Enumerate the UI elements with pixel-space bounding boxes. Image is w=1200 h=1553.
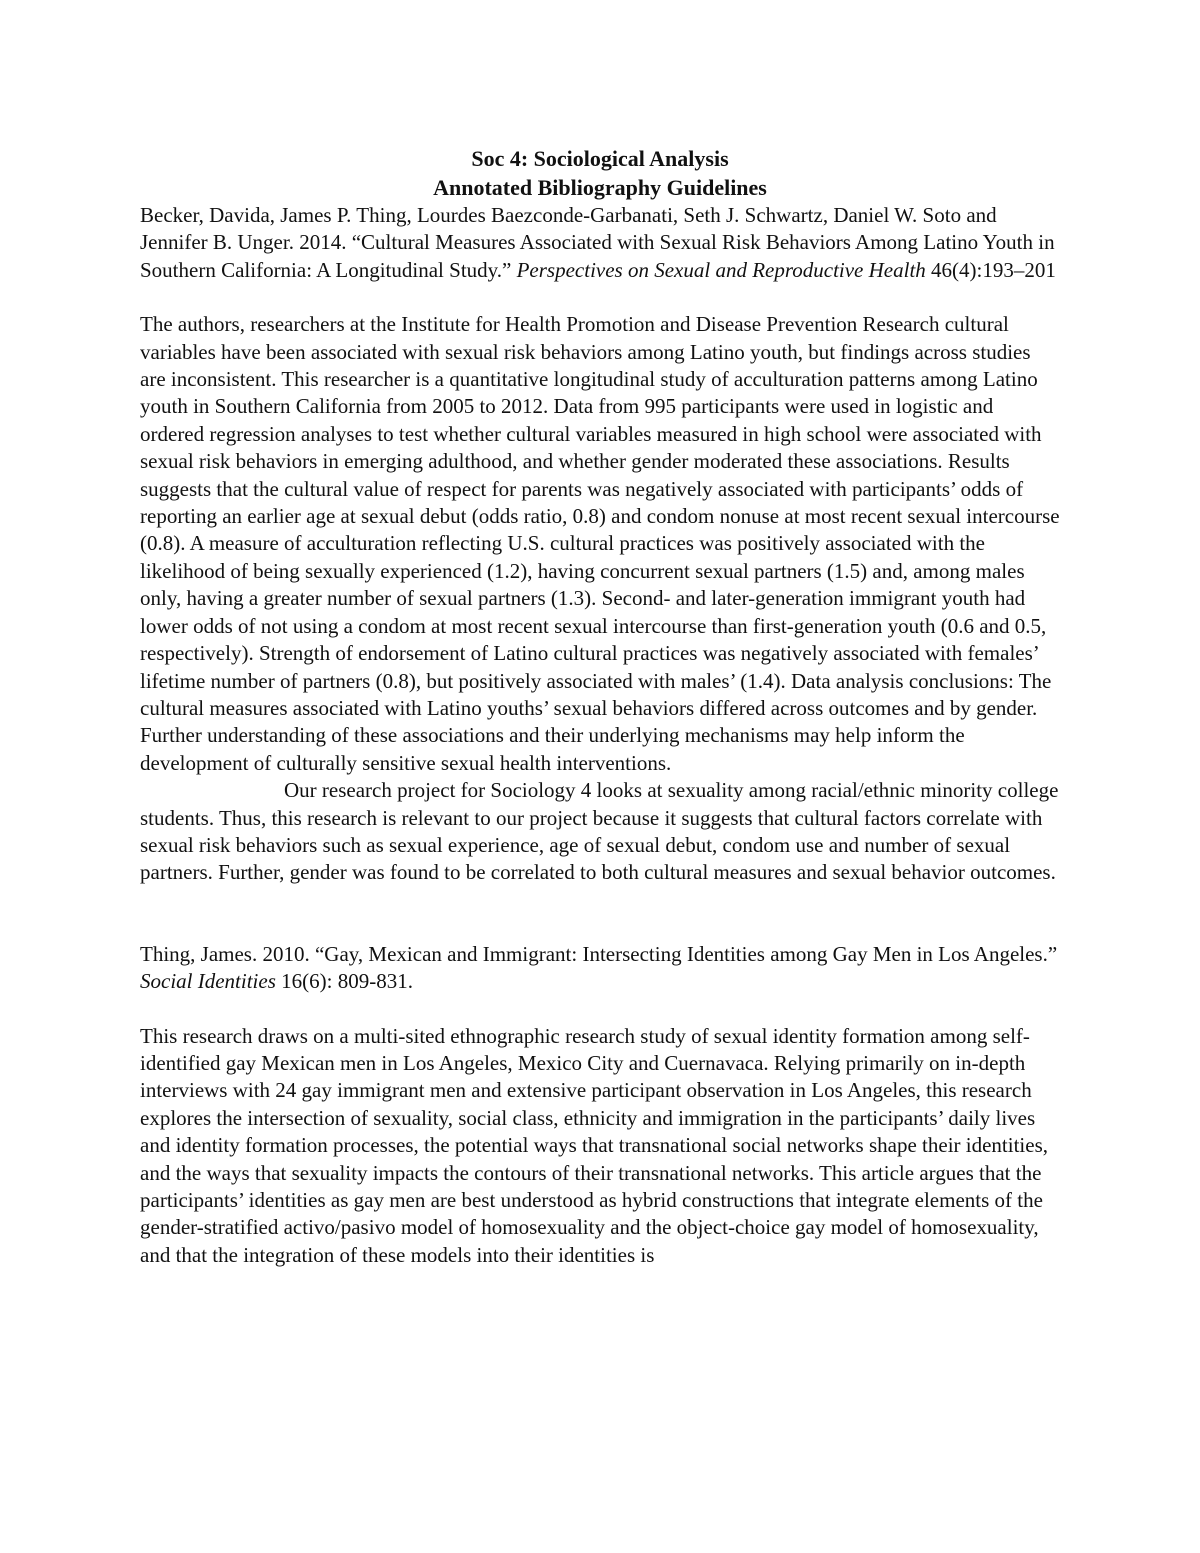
entry-spacer: [140, 887, 1060, 941]
course-title: Soc 4: Sociological Analysis: [471, 146, 729, 171]
citation-volume-pages: 46(4):193–201: [925, 257, 1056, 282]
document-title: Annotated Bibliography Guidelines: [433, 175, 767, 200]
annotation: [140, 1023, 1060, 1270]
citation: [140, 202, 1060, 284]
annotation-relevance: Our research project for Sociology 4 looks at sexuality among racial/ethnic minority college students. Thus, this research is relevant to our project because it suggests that cultural factors correlate with sexual risk behaviors such as sexual experience, age of sexual debut, condom use and number of sexual partners. Further, gender was found to be correlated to both cultural measures and sexual behavior outcomes.: [140, 778, 1059, 885]
citation-authors-title: Becker, Davida, James P. Thing, Lourdes Baezconde-Garbanati, Seth J. Schwartz, Daniel W. Soto and Jennifer B. Unger. 2014. “Cultural Measures Associated with Sexual Risk Behaviors Among Latino Youth in Southern California: A Longitudinal Study.”: [140, 203, 1055, 282]
annotation-summary: The authors, researchers at the Institute for Health Promotion and Disease Prevention Research cultural variables have been associated with sexual risk behaviors among Latino youth, but findings across studies are inconsistent. This researcher is a quantitative longitudinal study of acculturation patterns among Latino youth in Southern California from 2005 to 2012. Data from 995 participants were used in logistic and ordered regression analyses to test whether cultural variables measured in high school were associated with sexual risk behaviors in emerging adulthood, and whether gender moderated these associations. Results suggests that the cultural value of respect for parents was negatively associated with participants’ odds of reporting an earlier age at sexual debut (odds ratio, 0.8) and condom nonuse at most recent sexual intercourse (0.8). A measure of acculturation reflecting U.S. cultural practices was positively associated with the likelihood of being sexually experienced (1.2), having concurrent sexual partners (1.5) and, among males only, having a greater number of sexual partners (1.3). Second- and later-generation immigrant youth had lower odds of not using a condom at most recent sexual intercourse than first-generation youth (0.6 and 0.5, respectively). Strength of endorsement of Latino cultural practices was negatively associated with females’ lifetime number of partners (0.8), but positively associated with males’ (1.4). Data analysis conclusions: The cultural measures associated with Latino youths’ sexual behaviors differed across outcomes and by gender. Further understanding of these associations and their underlying mechanisms may help inform the development of culturally sensitive sexual health interventions.: [140, 312, 1060, 775]
annotation: [140, 311, 1060, 887]
bibliography-entry: [140, 941, 1060, 1269]
citation-authors-title: Thing, James. 2010. “Gay, Mexican and Immigrant: Intersecting Identities among Gay Men in Los Angeles.”: [140, 941, 1058, 966]
title-block: [140, 144, 1060, 202]
journal-name: Perspectives on Sexual and Reproductive Health: [516, 257, 926, 282]
citation: [140, 941, 1060, 996]
document-body: [140, 144, 1060, 1269]
bibliography-entry: [140, 202, 1060, 887]
citation-volume-pages: 16(6): 809-831.: [275, 969, 413, 994]
journal-name: Social Identities: [140, 969, 276, 994]
annotation-summary: This research draws on a multi-sited ethnographic research study of sexual identity formation among self-identified gay Mexican men in Los Angeles, Mexico City and Cuernavaca. Relying primarily on in-depth interviews with 24 gay immigrant men and extensive participant observation in Los Angeles, this research explores the intersection of sexuality, social class, ethnicity and immigration in the participants’ daily lives and identity formation processes, the potential ways that transnational social networks shape their identities, and the ways that sexuality impacts the contours of their transnational networks. This article argues that the participants’ identities as gay men are best understood as hybrid constructions that integrate elements of the gender-stratified activo/pasivo model of homosexuality and the object-choice gay model of homosexuality, and that the integration of these models into their identities is: [140, 1023, 1049, 1267]
